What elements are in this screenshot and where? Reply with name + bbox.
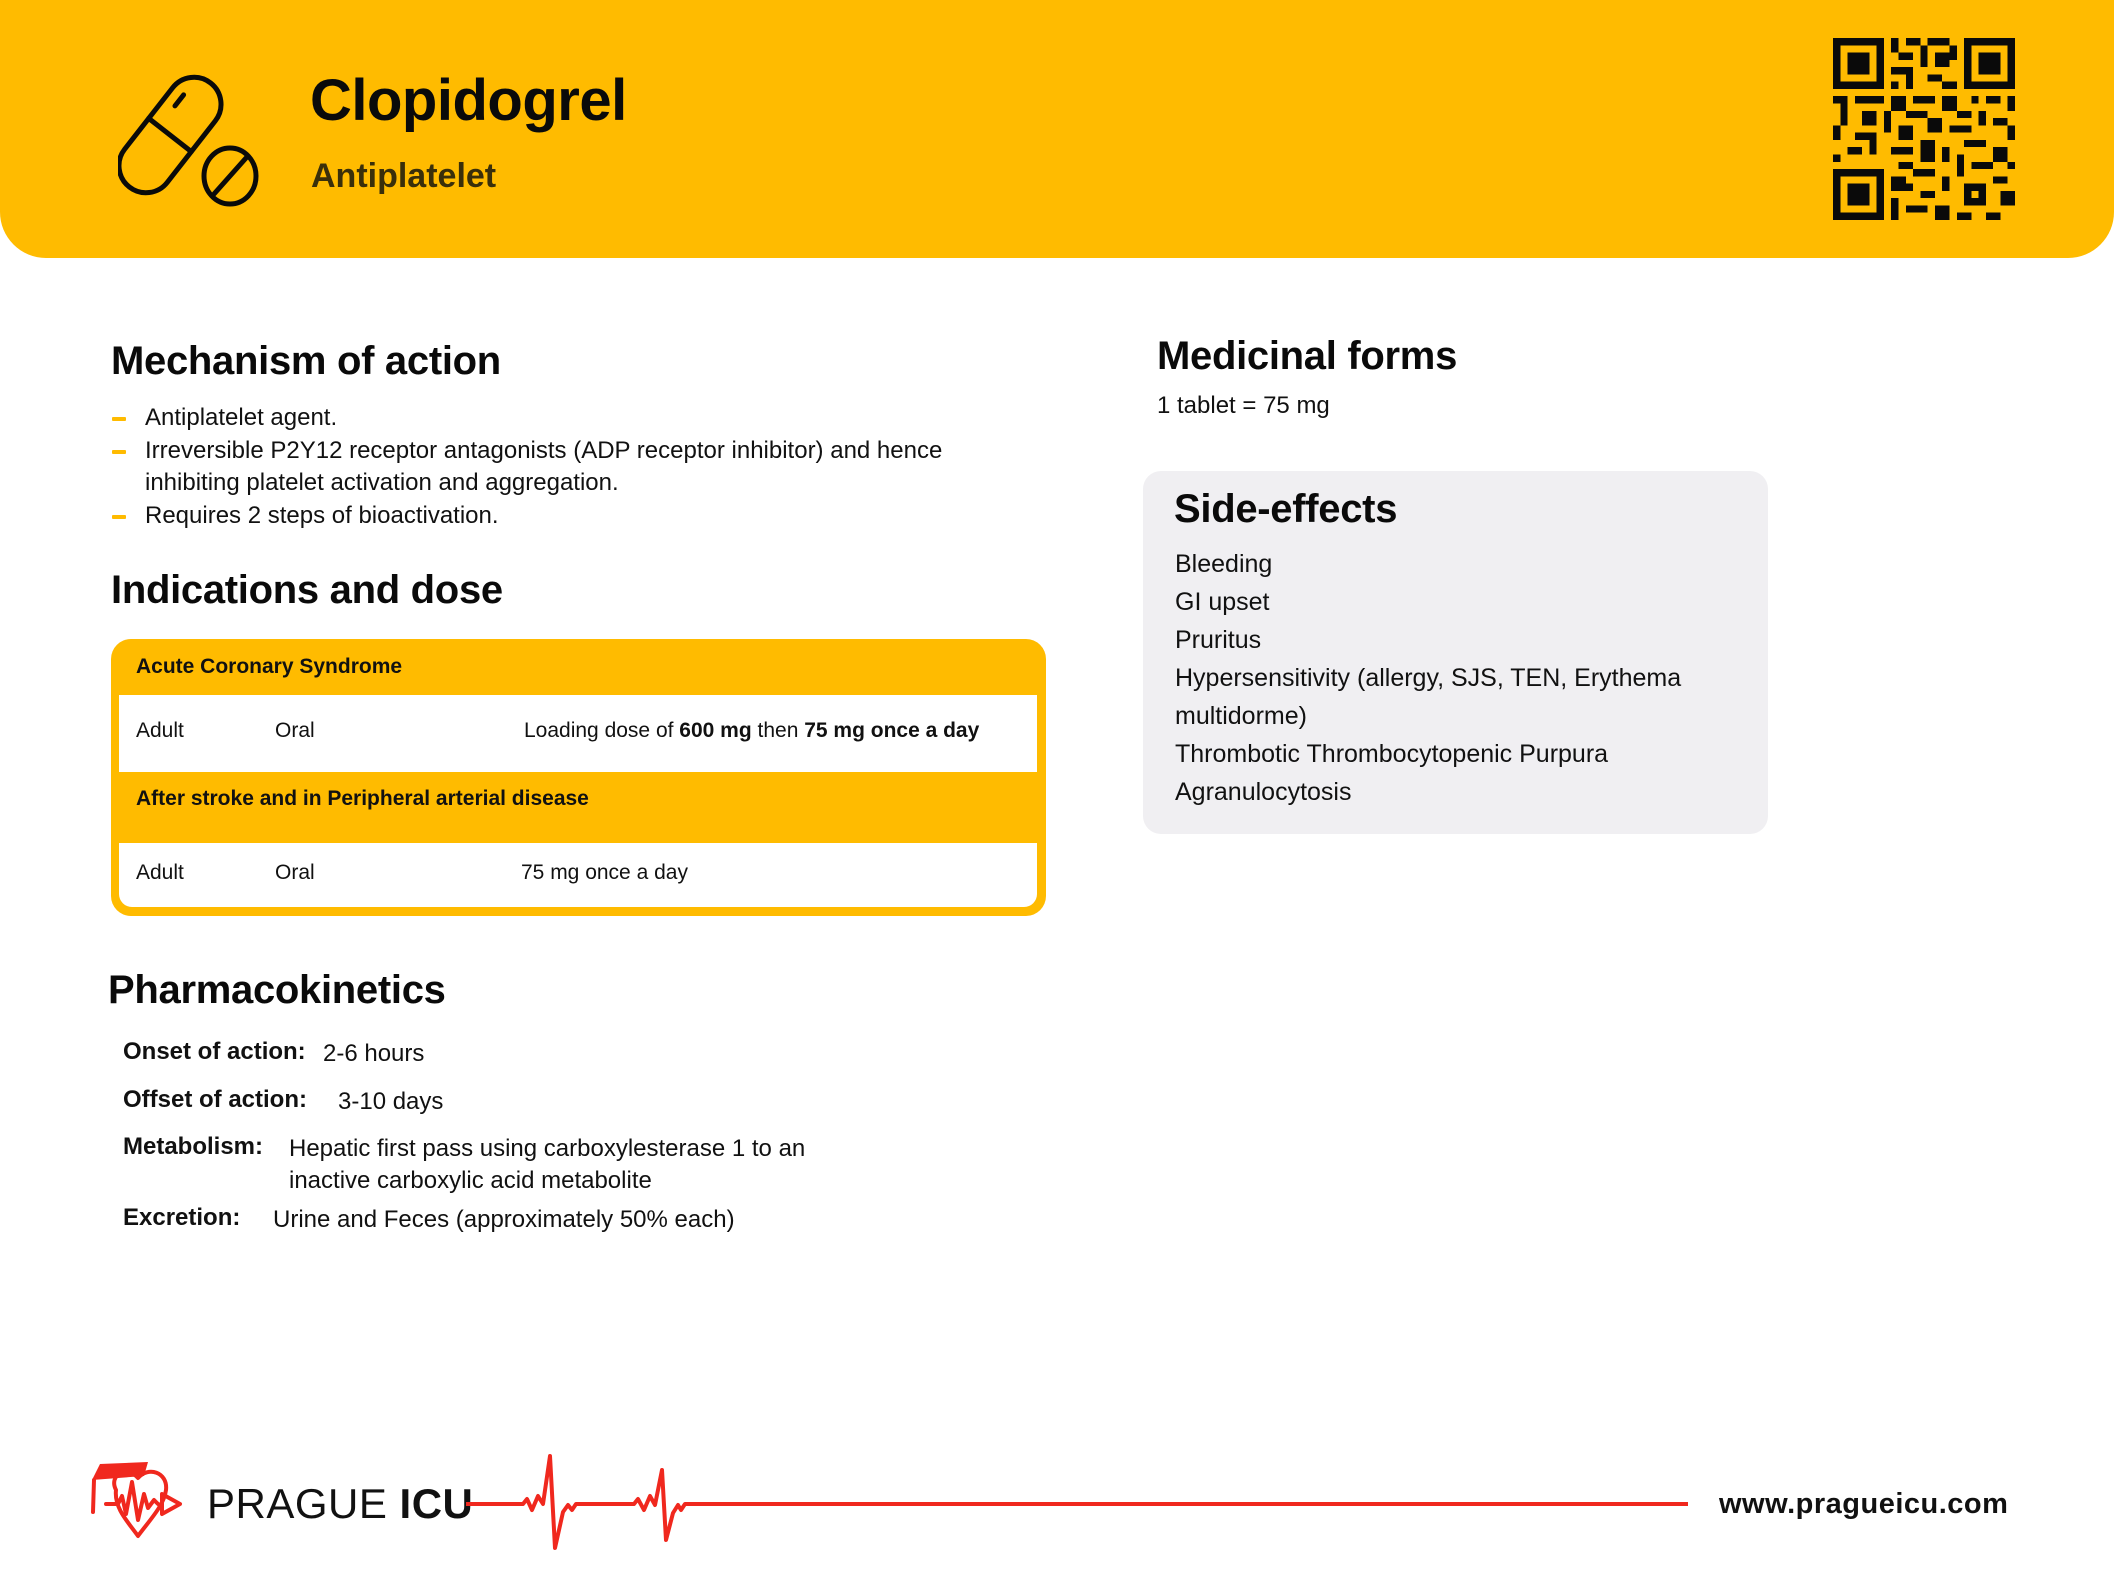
indication-title: After stroke and in Peripheral arterial disease bbox=[136, 787, 589, 810]
brand-logo: PRAGUE ICU bbox=[207, 1480, 474, 1527]
list-item: Antiplatelet agent. bbox=[110, 402, 1030, 435]
list-item: Pruritus bbox=[1175, 626, 1262, 654]
side-effects-panel bbox=[1143, 471, 1768, 834]
side-effects-list bbox=[1175, 545, 1745, 811]
mechanism-list bbox=[110, 402, 1030, 532]
onset-value: 2-6 hours bbox=[323, 1040, 425, 1067]
excretion-label: Excretion: bbox=[123, 1204, 241, 1231]
bullet-dash-icon bbox=[112, 450, 126, 454]
heart-ecg-graduation-cap-icon bbox=[88, 1460, 194, 1544]
list-item: Hypersensitivity (allergy, SJS, TEN, Erythema multidorme) bbox=[1175, 664, 1682, 730]
route-cell: Oral bbox=[275, 861, 315, 884]
indication-title: Acute Coronary Syndrome bbox=[136, 655, 403, 678]
table-row bbox=[119, 695, 1037, 772]
drug-title: Clopidogrel bbox=[310, 68, 627, 133]
bullet-dash-icon bbox=[112, 515, 126, 519]
dose-cell: Loading dose of 600 mg then 75 mg once a day bbox=[524, 719, 980, 742]
list-item: Requires 2 steps of bioactivation. bbox=[110, 500, 1030, 533]
ecg-line-icon bbox=[460, 1440, 1692, 1560]
indications-heading: Indications and dose bbox=[111, 568, 503, 612]
offset-label: Offset of action: bbox=[123, 1086, 307, 1113]
metabolism-value-line2: inactive carboxylic acid metabolite bbox=[289, 1167, 652, 1194]
dose-cell: 75 mg once a day bbox=[521, 861, 688, 884]
drug-class: Antiplatelet bbox=[311, 157, 497, 195]
list-item: Thrombotic Thrombocytopenic Purpura bbox=[1175, 740, 1609, 768]
metabolism-label: Metabolism: bbox=[123, 1133, 264, 1160]
website-link[interactable]: www.pragueicu.com bbox=[1719, 1488, 2009, 1520]
metabolism-value-line1: Hepatic first pass using carboxylesterase 1 to an bbox=[289, 1135, 806, 1162]
medicinal-forms-heading: Medicinal forms bbox=[1157, 334, 1458, 378]
header-banner bbox=[0, 0, 2114, 258]
population-cell: Adult bbox=[136, 861, 184, 884]
list-item: Irreversible P2Y12 receptor antagonists (ADP receptor inhibitor) and hence inhibiting platelet activation and aggregation. bbox=[110, 435, 1030, 500]
medicinal-form-value: 1 tablet = 75 mg bbox=[1157, 392, 1330, 419]
table-row bbox=[119, 843, 1037, 907]
list-item: Bleeding bbox=[1175, 550, 1273, 578]
excretion-value: Urine and Feces (approximately 50% each) bbox=[273, 1206, 735, 1233]
mechanism-heading: Mechanism of action bbox=[111, 339, 501, 383]
qr-code-icon[interactable] bbox=[1833, 38, 2015, 220]
onset-label: Onset of action: bbox=[123, 1038, 306, 1065]
list-item: Agranulocytosis bbox=[1175, 778, 1352, 806]
offset-value: 3-10 days bbox=[338, 1088, 444, 1115]
list-item: GI upset bbox=[1175, 588, 1270, 616]
pill-capsule-tablet-icon bbox=[118, 72, 264, 212]
population-cell: Adult bbox=[136, 719, 184, 742]
pharmacokinetics-heading: Pharmacokinetics bbox=[108, 968, 446, 1012]
route-cell: Oral bbox=[275, 719, 315, 742]
dose-table bbox=[111, 639, 1046, 916]
side-effects-heading: Side-effects bbox=[1174, 487, 1398, 531]
bullet-dash-icon bbox=[112, 417, 126, 421]
